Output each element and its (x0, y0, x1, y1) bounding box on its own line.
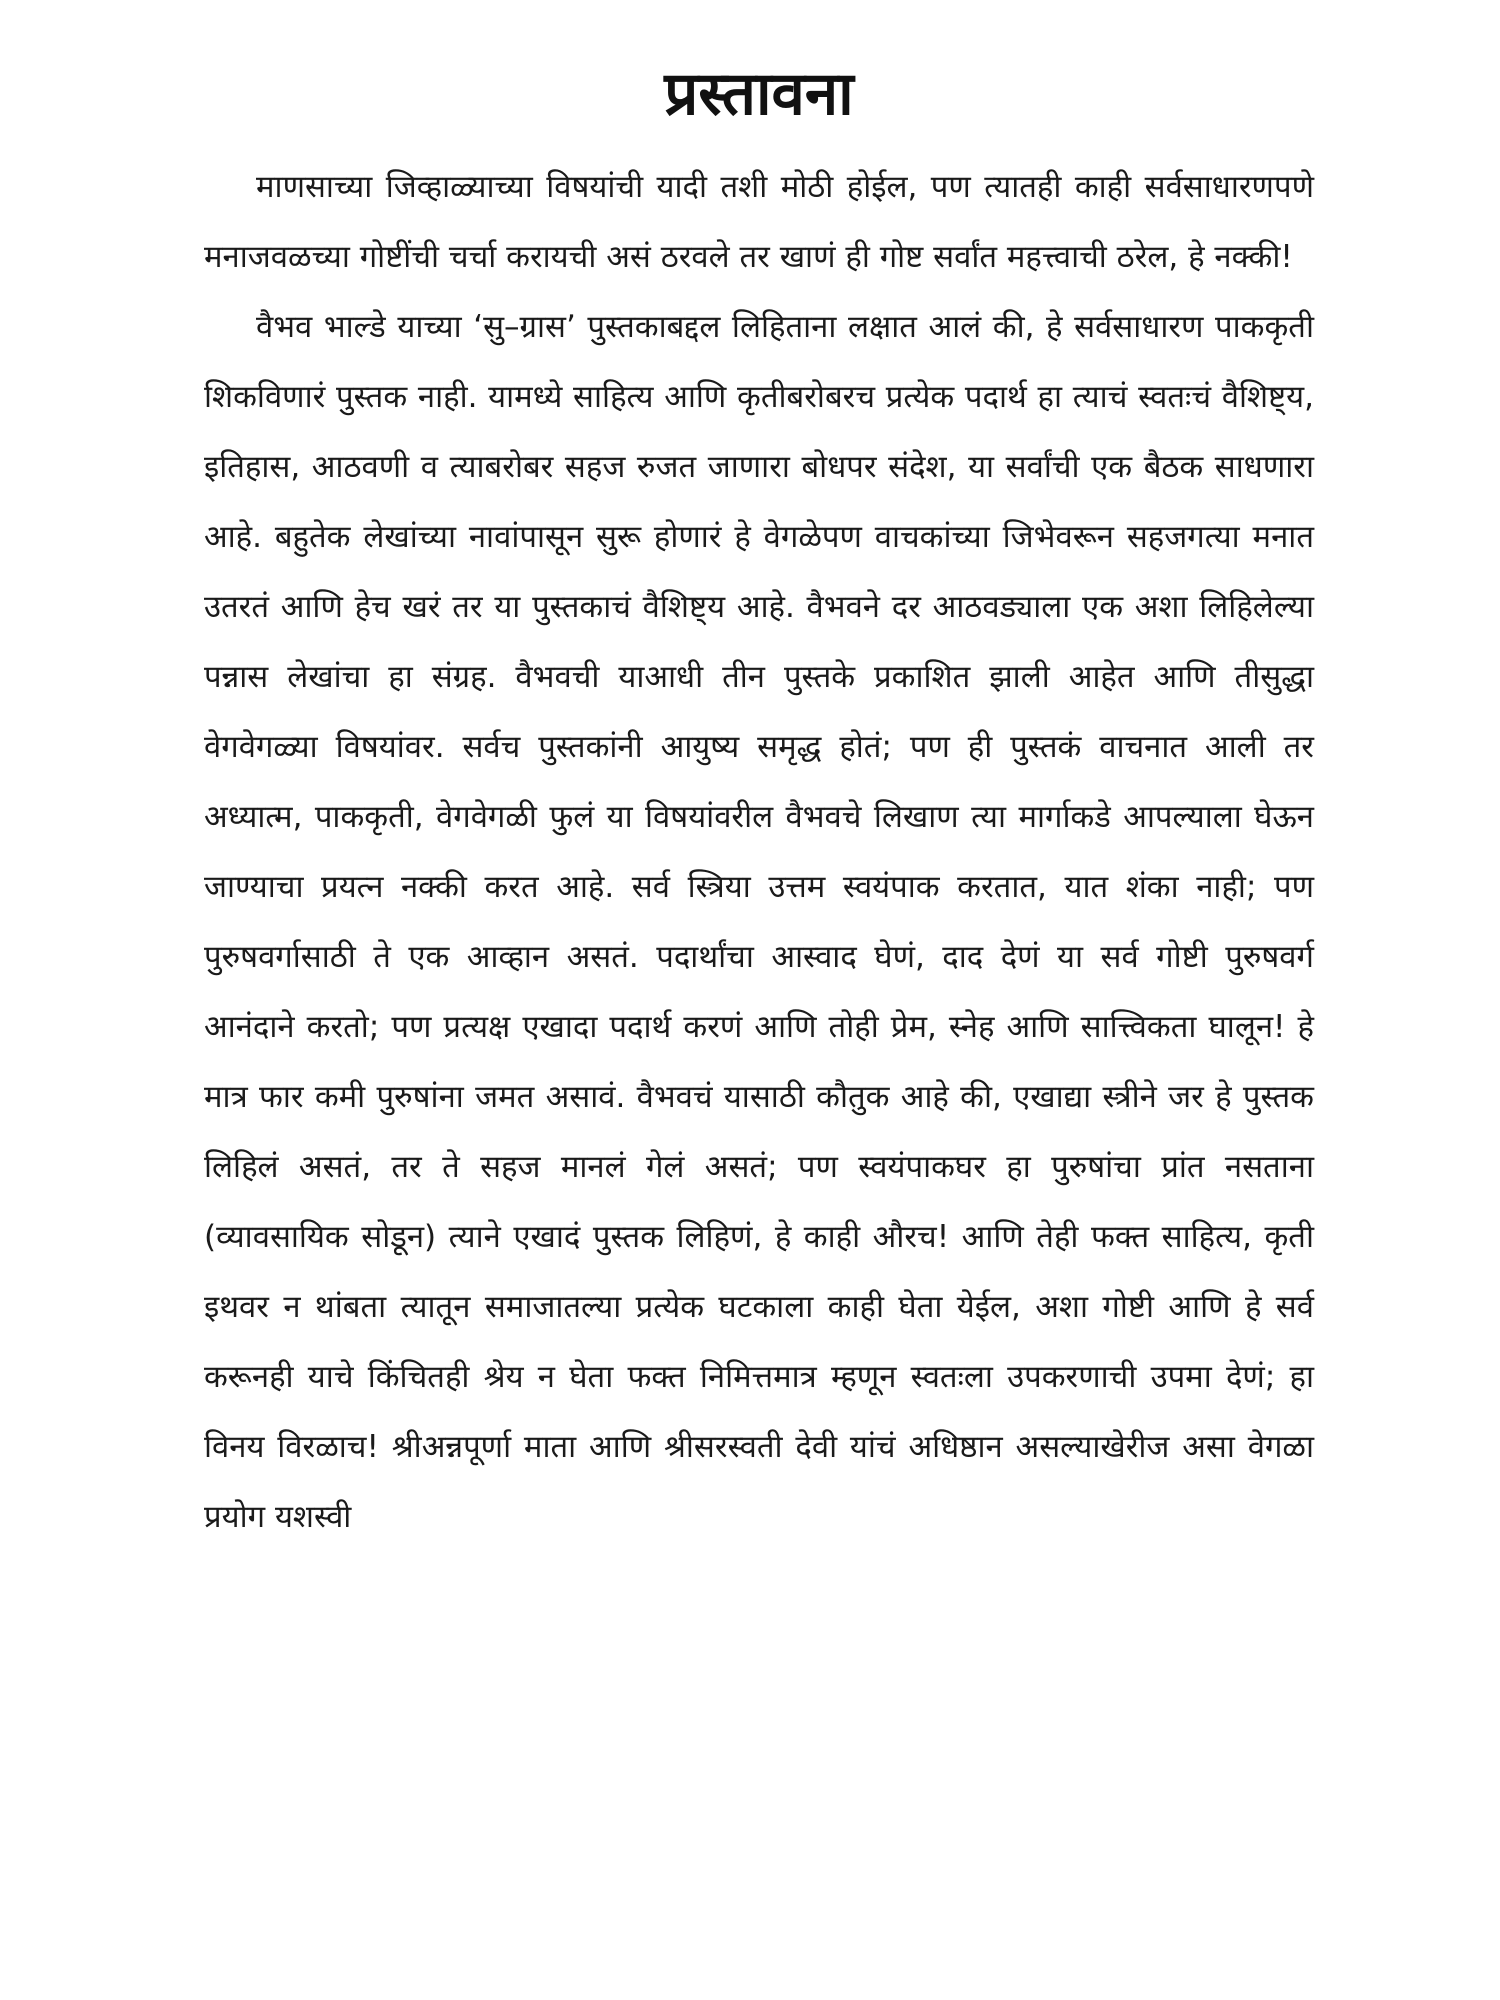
paragraph-2: वैभव भाल्डे याच्या ‘सु–ग्रास’ पुस्तकाबद्दल लिहिताना लक्षात आलं की, हे सर्वसाधारण पाककृती शिकविणारं पुस्तक नाही. यामध्ये साहित्य आणि कृतीबरोबरच प्रत्येक पदार्थ हा त्याचं स्वतःचं वैशिष्ट्य, इतिहास, आठवणी व त्याबरोबर सहज रुजत जाणारा बोधपर संदेश, या सर्वांची एक बैठक साधणारा आहे. बहुतेक लेखांच्या नावांपासून सुरू होणारं हे वेगळेपण वाचकांच्या जिभेवरून सहजगत्या मनात उतरतं आणि हेच खरं तर या पुस्तकाचं वैशिष्ट्य आहे. वैभवने दर आठवड्याला एक अशा लिहिलेल्या पन्नास लेखांचा हा संग्रह. वैभवची याआधी तीन पुस्तके प्रकाशित झाली आहेत आणि तीसुद्धा वेगवेगळ्या विषयांवर. सर्वच पुस्तकांनी आयुष्य समृद्ध होतं; पण ही पुस्तकं वाचनात आली तर अध्यात्म, पाककृती, वेगवेगळी फुलं या विषयांवरील वैभवचे लिखाण त्या मार्गाकडे आपल्याला घेऊन जाण्याचा प्रयत्न नक्की करत आहे. सर्व स्त्रिया उत्तम स्वयंपाक करतात, यात शंका नाही; पण पुरुषवर्गासाठी ते एक आव्हान असतं. पदार्थांचा आस्वाद घेणं, दाद देणं या सर्व गोष्टी पुरुषवर्ग आनंदाने करतो; पण प्रत्यक्ष एखादा पदार्थ करणं आणि तोही प्रेम, स्नेह आणि सात्त्विकता घालून! हे मात्र फार कमी पुरुषांना जमत असावं. वैभवचं यासाठी कौतुक आहे की, एखाद्या स्त्रीने जर हे पुस्तक लिहिलं असतं, तर ते सहज मानलं गेलं असतं; पण स्वयंपाकघर हा पुरुषांचा प्रांत नसताना (व्यावसायिक सोडून) त्याने एखादं पुस्तक लिहिणं, हे काही औरच! आणि तेही फक्त साहित्य, कृती इथवर न थांबता त्यातून समाजातल्या प्रत्येक घटकाला काही घेता येईल, अशा गोष्टी आणि हे सर्व करूनही याचे किंचितही श्रेय न घेता फक्त निमित्तमात्र म्हणून स्वतःला उपकरणाची उपमा देणं; हा विनय विरळाच! श्रीअन्नपूर्णा माता आणि श्रीसरस्वती देवी यांचं अधिष्ठान असल्याखेरीज असा वेगळा प्रयोग यशस्वी (204, 309, 1314, 1535)
body-text (204, 152, 1314, 1552)
document-page (204, 59, 1314, 1552)
page-title: प्रस्तावना (664, 59, 854, 129)
paragraph-1: माणसाच्या जिव्हाळ्याच्या विषयांची यादी तशी मोठी होईल, पण त्यातही काही सर्वसाधारणपणे मनाजवळच्या गोष्टींची चर्चा करायची असं ठरवले तर खाणं ही गोष्ट सर्वांत महत्त्वाची ठरेल, हे नक्की! (204, 169, 1314, 275)
